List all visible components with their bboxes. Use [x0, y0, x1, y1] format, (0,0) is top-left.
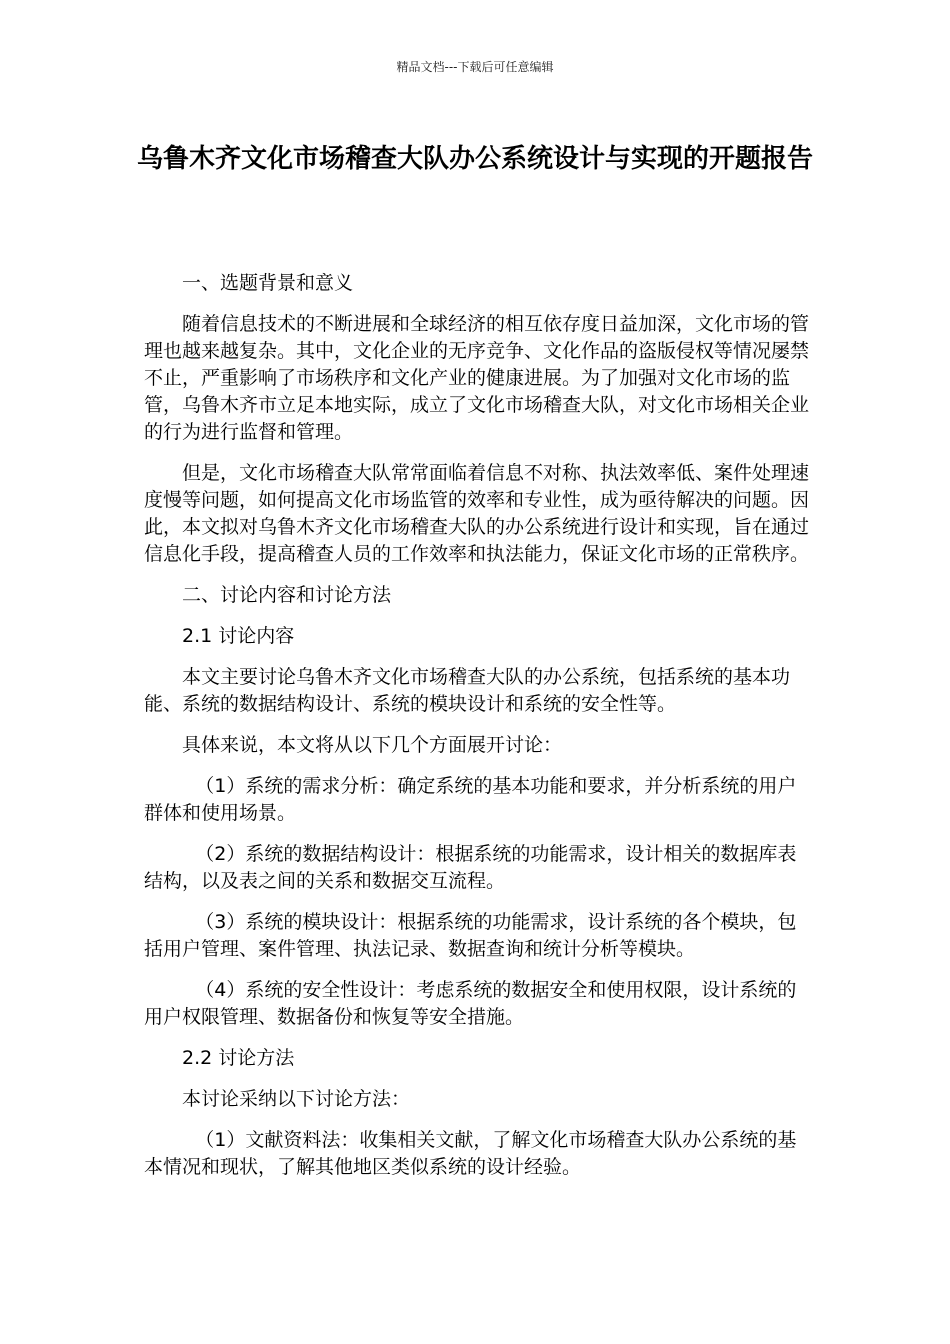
list-item: （1）系统的需求分析：确定系统的基本功能和要求，并分析系统的用户群体和使用场景。 [144, 775, 797, 824]
paragraph: 但是，文化市场稽查大队常常面临着信息不对称、执法效率低、案件处理速度慢等问题，如何提高文化市场监管的效率和专业性，成为亟待解决的问题。因此，本文拟对乌鲁木齐文化市场稽查大队的办公系统进行设计和实现，旨在通过信息化手段，提高稽查人员的工作效率和执法能力，保证文化市场的正常秩序。 [144, 462, 810, 565]
list-item: （2）系统的数据结构设计：根据系统的功能需求，设计相关的数据库表结构，以及表之间的关系和数据交互流程。 [144, 843, 797, 892]
subsection-2-2-heading: 2.2 讨论方法 [182, 1047, 295, 1069]
paragraph: 本讨论采纳以下讨论方法： [182, 1088, 411, 1110]
subsection-2-1-heading: 2.1 讨论内容 [182, 625, 295, 647]
document-body [144, 270, 809, 1195]
list-item: （4）系统的安全性设计：考虑系统的数据安全和使用权限，设计系统的用户权限管理、数据备份和恢复等安全措施。 [144, 979, 797, 1028]
section-1-heading: 一、选题背景和意义 [182, 272, 354, 294]
paragraph: 具体来说，本文将从以下几个方面展开讨论： [182, 734, 563, 756]
page-header-note: 精品文档---下载后可任意编辑 [396, 60, 554, 74]
section-2-heading: 二、讨论内容和讨论方法 [182, 584, 392, 606]
list-item: （1）文献资料法：收集相关文献，了解文化市场稽查大队办公系统的基本情况和现状，了解其他地区类似系统的设计经验。 [144, 1129, 797, 1178]
list-item: （3）系统的模块设计：根据系统的功能需求，设计系统的各个模块，包括用户管理、案件管理、执法记录、数据查询和统计分析等模块。 [144, 911, 797, 960]
document-title: 乌鲁木齐文化市场稽查大队办公系统设计与实现的开题报告 [136, 144, 813, 174]
paragraph: 本文主要讨论乌鲁木齐文化市场稽查大队的办公系统，包括系统的基本功能、系统的数据结构设计、系统的模块设计和系统的安全性等。 [144, 666, 791, 715]
paragraph: 随着信息技术的不断进展和全球经济的相互依存度日益加深，文化市场的管理也越来越复杂。其中，文化企业的无序竞争、文化作品的盗版侵权等情况屡禁不止，严重影响了市场秩序和文化产业的健康进展。为了加强对文化市场的监管，乌鲁木齐市立足本地实际，成立了文化市场稽查大队，对文化市场相关企业的行为进行监督和管理。 [144, 313, 810, 443]
